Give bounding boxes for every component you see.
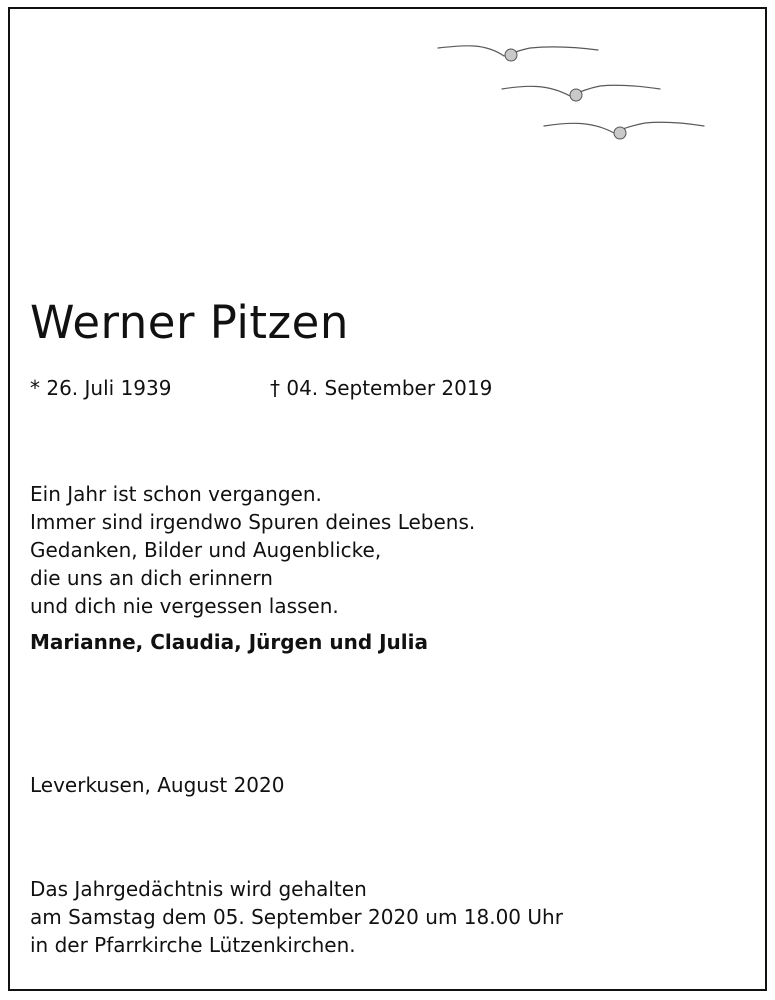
death-date: † 04. September 2019: [270, 376, 493, 400]
place-and-date: Leverkusen, August 2020: [30, 773, 285, 797]
poem-line: Immer sind irgendwo Spuren deines Lebens.: [30, 510, 476, 534]
poem-line: die uns an dich erinnern: [30, 566, 273, 590]
birth-date: * 26. Juli 1939: [30, 376, 172, 400]
memorial-poem: [30, 480, 475, 620]
flying-birds-icon: [430, 32, 720, 152]
deceased-name: Werner Pitzen: [30, 296, 349, 349]
service-line: am Samstag dem 05. September 2020 um 18.00 Uhr: [30, 905, 563, 929]
poem-line: Ein Jahr ist schon vergangen.: [30, 482, 322, 506]
family-signature: Marianne, Claudia, Jürgen und Julia: [30, 630, 428, 654]
service-line: in der Pfarrkirche Lützenkirchen.: [30, 933, 356, 957]
poem-line: Gedanken, Bilder und Augenblicke,: [30, 538, 382, 562]
poem-line: und dich nie vergessen lassen.: [30, 594, 339, 618]
memorial-service-info: [30, 875, 563, 959]
service-line: Das Jahrgedächtnis wird gehalten: [30, 877, 367, 901]
